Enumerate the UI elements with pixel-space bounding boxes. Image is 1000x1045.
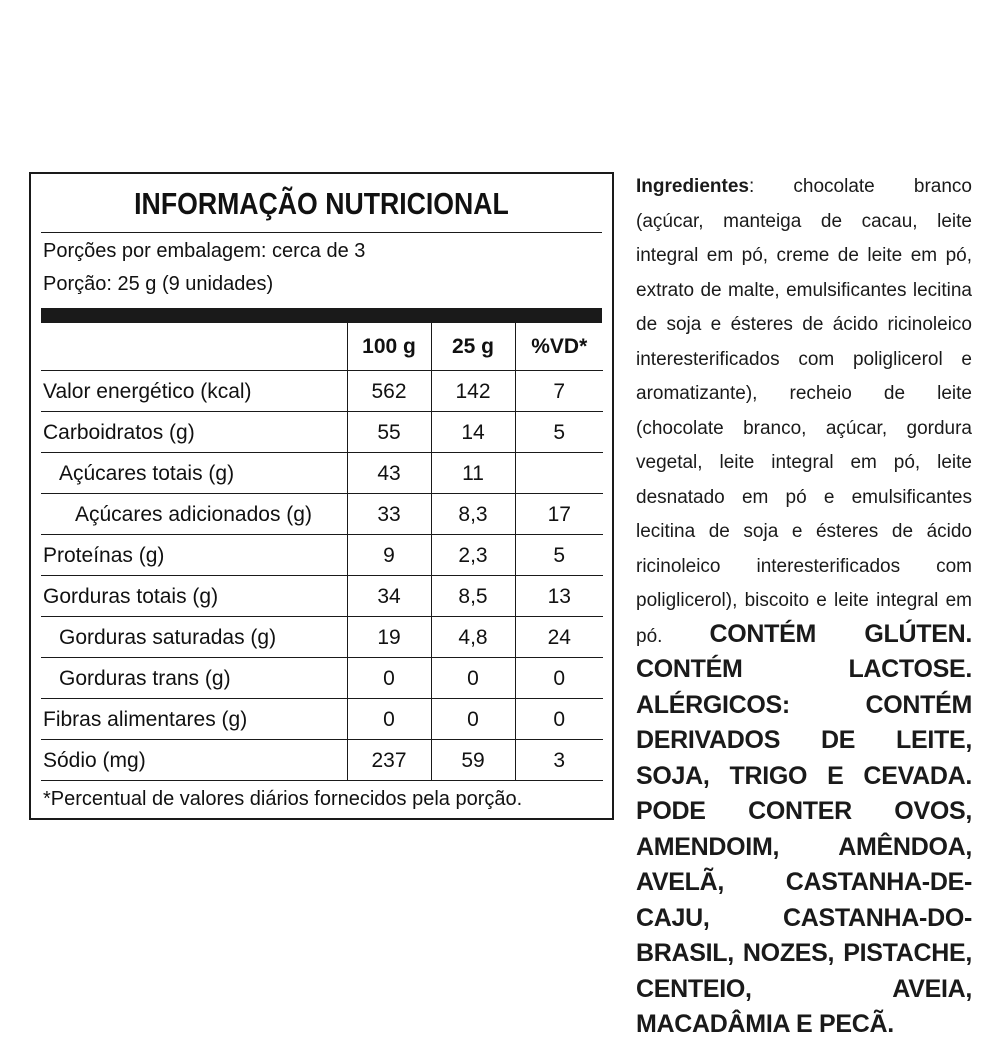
table-row: [41, 371, 603, 412]
nutrient-name: Gorduras trans (g): [41, 658, 347, 699]
table-row: [41, 412, 603, 453]
per-100g-value: 33: [347, 494, 431, 535]
daily-value: 7: [515, 371, 603, 412]
per-100g-value: 237: [347, 740, 431, 781]
table-row: [41, 617, 603, 658]
daily-value: [515, 453, 603, 494]
per-serving-value: 142: [431, 371, 515, 412]
daily-value: 0: [515, 658, 603, 699]
ingredients-block: [636, 170, 972, 1045]
table-row: [41, 535, 603, 576]
per-100g-value: 34: [347, 576, 431, 617]
nutrient-name: Valor energético (kcal): [41, 371, 347, 412]
nutrition-facts-panel: [29, 172, 614, 820]
daily-value: 0: [515, 699, 603, 740]
per-100g-value: 19: [347, 617, 431, 658]
per-100g-value: 43: [347, 453, 431, 494]
daily-value-footnote: *Percentual de valores diários fornecidos pela porção.: [43, 788, 523, 810]
header-daily-value: %VD*: [515, 323, 603, 371]
ingredients-text: : chocolate branco (açúcar, manteiga de cacau, leite integral em pó, creme de leite em pó, extrato de malte, emulsificantes lecitina de soja e ésteres de ácido ricinoleico interesterificados com poliglicerol e aromatizante), recheio de leite (chocolate branco, açúcar, gordura vegetal, leite integral em pó, leite desnatado em pó e emulsificantes lecitina de soja e ésteres de ácido ricinoleico interesterificados com poliglicerol), biscoito e leite integral em pó.: [636, 176, 972, 647]
nutrient-name: Gorduras saturadas (g): [41, 617, 347, 658]
table-row: [41, 699, 603, 740]
per-serving-value: 0: [431, 699, 515, 740]
header-per-serving: 25 g: [431, 323, 515, 371]
nutrient-name: Gorduras totais (g): [41, 576, 347, 617]
per-serving-value: 4,8: [431, 617, 515, 658]
daily-value: 24: [515, 617, 603, 658]
nutrient-name: Açúcares adicionados (g): [41, 494, 347, 535]
servings-per-package: Porções por embalagem: cerca de 3: [43, 240, 366, 262]
daily-value: 17: [515, 494, 603, 535]
nutrient-name: Carboidratos (g): [41, 412, 347, 453]
per-serving-value: 2,3: [431, 535, 515, 576]
ingredients-label: Ingredientes: [636, 176, 749, 197]
per-serving-value: 59: [431, 740, 515, 781]
table-row: [41, 494, 603, 535]
table-row: [41, 740, 603, 781]
per-serving-value: 8,3: [431, 494, 515, 535]
per-serving-value: 14: [431, 412, 515, 453]
per-100g-value: 562: [347, 371, 431, 412]
daily-value: 5: [515, 412, 603, 453]
per-serving-value: 0: [431, 658, 515, 699]
per-serving-value: 11: [431, 453, 515, 494]
header-per-100g: 100 g: [347, 323, 431, 371]
daily-value: 3: [515, 740, 603, 781]
nutrient-name: Fibras alimentares (g): [41, 699, 347, 740]
table-row: [41, 576, 603, 617]
per-100g-value: 9: [347, 535, 431, 576]
nutrition-table: [41, 323, 603, 781]
per-100g-value: 0: [347, 658, 431, 699]
daily-value: 5: [515, 535, 603, 576]
nutrient-name: Sódio (mg): [41, 740, 347, 781]
table-row: [41, 658, 603, 699]
nutrient-name: Proteínas (g): [41, 535, 347, 576]
per-100g-value: 55: [347, 412, 431, 453]
nutrition-title: INFORMAÇÃO NUTRICIONAL: [134, 186, 509, 221]
daily-value: 13: [515, 576, 603, 617]
header-nutrient: [41, 323, 347, 371]
per-serving-value: 8,5: [431, 576, 515, 617]
table-header-row: [41, 323, 603, 371]
title-divider: [41, 232, 602, 233]
nutrient-name: Açúcares totais (g): [41, 453, 347, 494]
thick-divider: [41, 308, 602, 323]
allergen-warning: CONTÉM GLÚTEN. CONTÉM LACTOSE. ALÉRGICOS: CONTÉM DERIVADOS DE LEITE, SOJA, TRIGO E CEVADA. PODE CONTER OVOS, AMENDOIM, AMÊNDOA, AVELÃ, CASTANHA-DE-CAJU, CASTANHA-DO-BRASIL, NOZES, PISTACHE, CENTEIO, AVEIA, MACADÂMIA E PECÃ.: [636, 619, 972, 1038]
table-row: [41, 453, 603, 494]
per-100g-value: 0: [347, 699, 431, 740]
serving-size: Porção: 25 g (9 unidades): [43, 273, 274, 295]
